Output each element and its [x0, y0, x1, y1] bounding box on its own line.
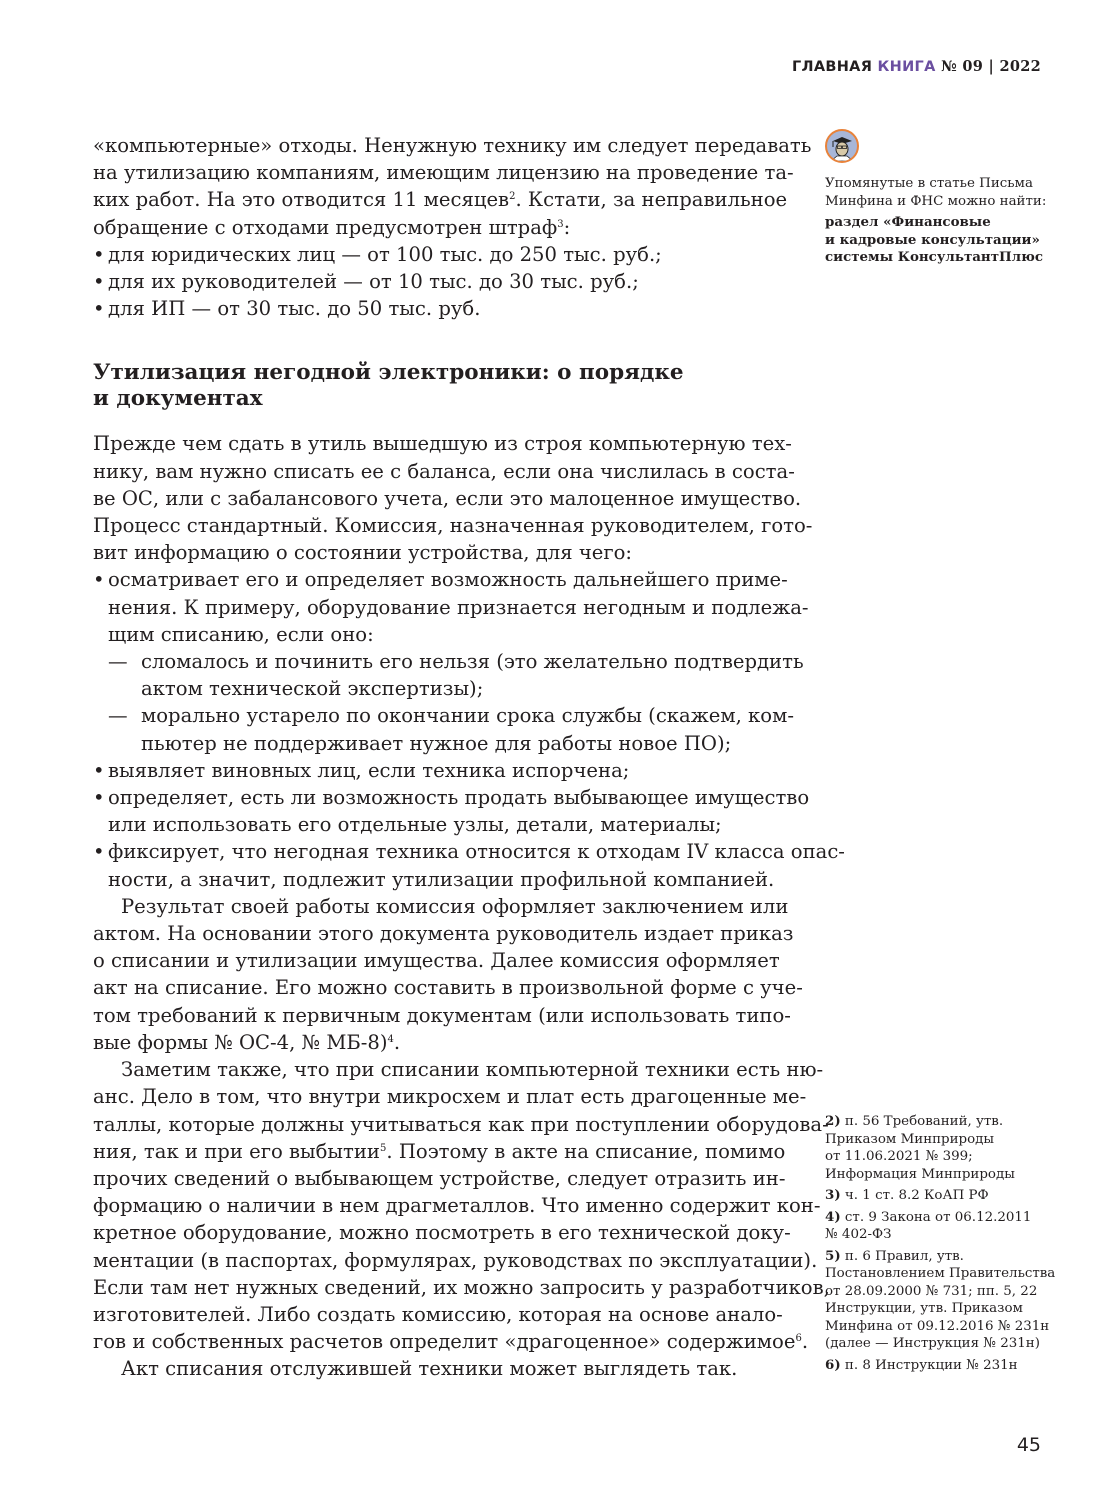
footnote-line: 3) ч. 1 ст. 8.2 КоАП РФ: [825, 1187, 989, 1203]
text-line: вые формы № ОС-4, № МБ-8)$^4$.: [93, 1030, 401, 1054]
bullet-marker: •: [93, 568, 105, 592]
footnote-line: 6) п. 8 Инструкции № 231н: [825, 1356, 1018, 1373]
bullet-item: [93, 566, 809, 648]
footnote-number: 5): [825, 1247, 841, 1264]
note-intro: [825, 175, 1055, 210]
text-line: на утилизацию компаниям, имеющим лицензию на проведение та-: [93, 161, 794, 185]
list-item-body: [93, 648, 804, 702]
note-line: системы КонсультантПлюс: [825, 249, 1043, 265]
sidebar-note: [825, 175, 1055, 267]
text-line: гов и собственных расчетов определит «драгоценное» содержимое$^6$.: [93, 1330, 809, 1354]
magazine-header: [792, 58, 1041, 75]
note-line: Минфина и ФНС можно найти:: [825, 193, 1047, 209]
text-line: обращение с отходами предусмотрен штраф$^3$:: [93, 215, 571, 239]
section-heading: [93, 360, 771, 412]
text-line: для юридических лиц — от 100 тыс. до 250 тыс. руб.;: [108, 242, 662, 266]
footnote-ref: 6: [795, 1333, 802, 1345]
list-item-body: [93, 295, 771, 322]
text-line: фиксирует, что негодная техника относится к отходам IV класса опас-: [108, 840, 845, 864]
footnote-line: Приказом Минприроды: [825, 1131, 995, 1147]
footnote-item: [825, 1113, 1065, 1183]
list-item-body: [93, 268, 771, 295]
bullet-marker: •: [93, 786, 105, 810]
text-line: пьютер не поддерживает нужное для работы новое ПО);: [141, 731, 732, 755]
list-item-body: [93, 757, 771, 784]
footnote-line: Информация Минприроды: [825, 1166, 1015, 1182]
text-line: Результат своей работы комиссия оформляет заключением или: [121, 894, 789, 918]
text-line: осматривает его и определяет возможность дальнейшего приме-: [108, 568, 788, 592]
paragraph: [93, 430, 813, 566]
text-line: для ИП — от 30 тыс. до 50 тыс. руб.: [108, 297, 481, 321]
page-number: 45: [1016, 1434, 1041, 1456]
footnotes: [825, 1113, 1065, 1378]
list-item-body: [93, 838, 845, 892]
text-line: нения. К примеру, оборудование признается негодным и подлежа-: [108, 595, 809, 619]
paragraph: [93, 893, 803, 1056]
text-line: Заметим также, что при списании компьютерной техники есть ню-: [121, 1058, 824, 1082]
footnote-item: [825, 1209, 1065, 1244]
text-line: для их руководителей — от 10 тыс. до 30 тыс. руб.;: [108, 270, 639, 294]
footnote-number: 3): [825, 1187, 841, 1203]
bullet-marker: •: [93, 297, 105, 321]
bullet-marker: •: [93, 242, 105, 266]
footnote-line: от 28.09.2000 № 731; пп. 5, 22: [825, 1283, 1038, 1299]
note-line: раздел «Финансовые: [825, 214, 991, 230]
text-line: или использовать его отдельные узлы, детали, материалы;: [108, 813, 722, 837]
text-line: ких работ. На это отводится 11 месяцев$^2$. Кстати, за неправильное: [93, 188, 788, 212]
text-line: ве ОС, или с забалансового учета, если это малоценное имущество.: [93, 486, 802, 510]
footnote-item: [825, 1357, 1065, 1375]
text-line: изготовителей. Либо создать комиссию, которая на основе анало-: [93, 1302, 783, 1326]
list-item-body: [93, 784, 810, 838]
list-item-body: [93, 566, 809, 648]
text-line: Процесс стандартный. Комиссия, назначенная руководителем, гото-: [93, 514, 813, 538]
text-line: анс. Дело в том, что внутри микросхем и плат есть драгоценные ме-: [93, 1085, 807, 1109]
text-line: том требований к первичным документам (или использовать типо-: [93, 1003, 791, 1027]
bullet-marker: •: [93, 758, 105, 782]
text-line: Акт списания отслужившей техники может выглядеть так.: [121, 1357, 738, 1381]
list-item-body: [93, 241, 771, 268]
footnote-number: 4): [825, 1208, 841, 1225]
text-line: ментации (в паспортах, формулярах, руководствах по эксплуатации).: [93, 1248, 818, 1272]
text-line: нику, вам нужно списать ее с баланса, если она числилась в соста-: [93, 459, 795, 483]
text-line: таллы, которые должны учитываться как при поступлении оборудова-: [93, 1112, 829, 1136]
text-line: Утилизация негодной электроники: о порядке: [93, 360, 684, 386]
footnote-ref: 5: [379, 1142, 387, 1154]
paragraph: [93, 1056, 830, 1355]
footnote-number: 2): [825, 1113, 841, 1129]
text-line: ния, так и при его выбытии$^5$. Поэтому в акте на списание, помимо: [93, 1139, 786, 1163]
footnote-line: (далее — Инструкция № 231н): [825, 1336, 1040, 1351]
bullet-item: [93, 784, 810, 838]
footnote-number: 6): [825, 1356, 841, 1373]
bullet-item: [93, 268, 771, 295]
dash-marker: —: [108, 704, 128, 728]
list-item-body: [93, 702, 794, 756]
issue-number: № 09 | 2022: [940, 58, 1041, 75]
footnote-line: Инструкции, утв. Приказом: [825, 1301, 1023, 1316]
footnote-line: Постановлением Правительства: [825, 1266, 1056, 1281]
text-line: прочих сведений о выбывающем устройстве, следует отразить ин-: [93, 1166, 786, 1190]
bullet-item: [93, 295, 771, 322]
bullet-item: [93, 757, 771, 784]
text-line: «компьютерные» отходы. Ненужную технику им следует передавать: [93, 134, 812, 157]
footnote-line: 5) п. 6 Правил, утв.: [825, 1247, 964, 1264]
footnote-ref: 4: [387, 1033, 394, 1045]
footnote-item: [825, 1187, 1065, 1205]
dash-marker: —: [108, 650, 128, 674]
text-line: выявляет виновных лиц, если техника испорчена;: [108, 758, 630, 782]
paragraph: [93, 132, 812, 241]
brand-name-part1: ГЛАВНАЯ: [791, 59, 873, 75]
footnote-ref: 3: [557, 218, 564, 230]
footnote-line: Минфина от 09.12.2016 № 231н: [825, 1318, 1050, 1334]
bullet-item: [93, 838, 845, 892]
footnote-line: № 402-ФЗ: [825, 1227, 892, 1242]
text-line: ности, а значит, подлежит утилизации профильной компанией.: [108, 867, 775, 891]
note-source: [825, 214, 1055, 267]
text-line: акт на списание. Его можно составить в произвольной форме с уче-: [93, 976, 803, 1000]
text-line: Прежде чем сдать в утиль вышедшую из строя компьютерную тех-: [93, 432, 792, 456]
footnote-line: 2) п. 56 Требований, утв.: [825, 1113, 1004, 1129]
text-line: морально устарело по окончании срока службы (скажем, ком-: [141, 704, 794, 728]
footnote-item: [825, 1248, 1065, 1353]
note-line: Упомянутые в статье Письма: [825, 176, 1033, 191]
dash-item: [93, 648, 804, 702]
text-line: определяет, есть ли возможность продать выбывающее имущество: [108, 786, 810, 810]
footnote-line: 4) ст. 9 Закона от 06.12.2011: [825, 1208, 1032, 1225]
paragraph: [93, 1355, 771, 1382]
footnote-ref: 2: [509, 191, 516, 203]
bullet-item: [93, 241, 771, 268]
footnote-line: от 11.06.2021 № 399;: [825, 1149, 973, 1164]
dash-item: [93, 702, 794, 756]
bullet-marker: •: [93, 270, 105, 294]
brand-name-part2: КНИГА: [877, 59, 936, 75]
text-line: и документах: [93, 386, 263, 412]
text-line: щим списанию, если оно:: [108, 622, 374, 646]
bullet-marker: •: [93, 840, 105, 864]
text-line: Если там нет нужных сведений, их можно запросить у разработчиков,: [93, 1275, 830, 1299]
text-line: о списании и утилизации имущества. Далее комиссия оформляет: [93, 949, 780, 973]
text-line: актом. На основании этого документа руководитель издает приказ: [93, 922, 794, 946]
text-line: вит информацию о состоянии устройства, для чего:: [93, 541, 633, 565]
text-line: сломалось и починить его нельзя (это желательно подтвердить: [141, 650, 804, 674]
text-line: кретное оборудование, можно посмотреть в его технической доку-: [93, 1221, 791, 1245]
article-body: [93, 132, 845, 1383]
text-line: актом технической экспертизы);: [141, 677, 484, 701]
expert-avatar-icon: [825, 129, 859, 163]
note-line: и кадровые консультации»: [825, 231, 1040, 248]
text-line: формацию о наличии в нем драгметаллов. Что именно содержит кон-: [93, 1194, 821, 1218]
